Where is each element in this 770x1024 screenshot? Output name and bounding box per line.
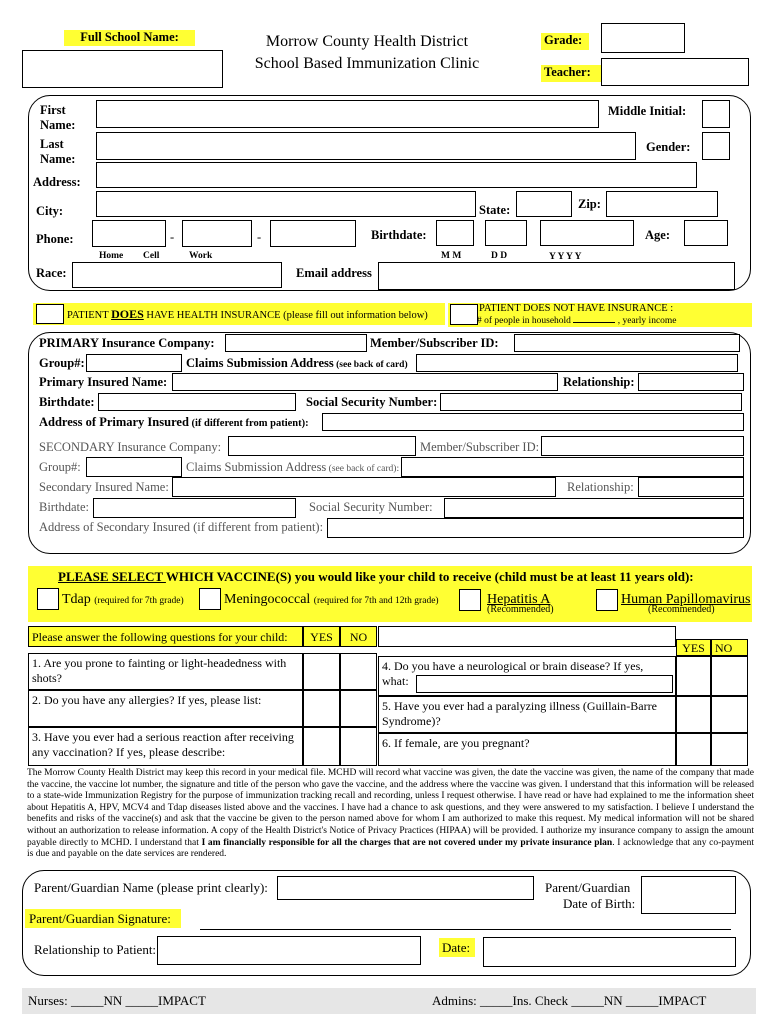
primary-insured-label: Primary Insured Name:	[39, 375, 168, 389]
address-label: Address:	[33, 175, 81, 189]
month-caption: M M	[441, 251, 462, 261]
primary-address-label: Address of Primary Insured (if different from patient):	[39, 415, 309, 429]
questions-right-spacer	[378, 626, 676, 647]
no-insurance-checkbox[interactable]	[450, 304, 478, 325]
secondary-birthdate-label: Birthdate:	[39, 500, 89, 514]
q4-no-cell[interactable]	[711, 656, 748, 696]
first-name-field[interactable]	[96, 100, 599, 128]
consent-paragraph: The Morrow County Health District may keep this record in your medical file. MCHD will record what vaccine was given, the date the vaccine was given, the name of the company that made the vaccine, the vaccine lot number, the signature and title of the person who gave the vaccine, and the address where the vaccine was given. I understand that this information will be released to a state-wide Immunization Registry for the purpose of immunization tracking recall and recording, unless I request otherwise. I have read or have had explained to me the information sheet about Hepatitis A, HPV, MCV4 and Tdap diseases listed above and the vaccines. I have had a chance to ask questions, and they were answered to my satisfaction. I believe I understand the benefits and risks of the vaccine(s) and ask that the vaccine be given to the person named above for whom I am authorized to make this request. My medical information will not be shared without an authorization to release information. A copy of the Health District's Notice of Privacy Practices (HIPAA) will be provided. I authorize my insurance company to assign the amount payable directly to MCHD. I understand that I am financially responsible for all the charges that are not covered under my private insurance plan. I acknowledge that any co-payment is due and payable on the date services are rendered.	[27, 768, 754, 860]
q4-what-field[interactable]	[416, 675, 673, 693]
meningococcal-checkbox[interactable]	[199, 588, 221, 610]
teacher-field[interactable]	[601, 58, 749, 86]
q2-yes-cell[interactable]	[303, 690, 340, 727]
primary-birthdate-label: Birthdate:	[39, 395, 95, 409]
ssn-field[interactable]	[440, 393, 742, 411]
question-1: 1. Are you prone to fainting or light-headedness with shots?	[28, 653, 303, 690]
secondary-address-label: Address of Secondary Insured (if different from patient):	[39, 520, 324, 534]
question-5: 5. Have you ever had a paralyzing illness (Guillain-Barre Syndrome)?	[378, 696, 676, 733]
email-field[interactable]	[378, 262, 735, 290]
vaccine-prompt: PLEASE SELECT WHICH VACCINE(S) you would like your child to receive (child must be at least 11 years old):	[58, 569, 694, 584]
hpv-label: Human Papillomavirus	[621, 592, 751, 607]
phone-cell-field[interactable]	[182, 220, 252, 247]
city-field[interactable]	[96, 191, 476, 217]
gender-field[interactable]	[702, 132, 730, 160]
year-caption: Y Y Y Y	[549, 252, 582, 262]
secondary-address-field[interactable]	[327, 518, 744, 538]
date-label: Date:	[439, 938, 475, 957]
no-header-left: NO	[340, 626, 377, 647]
question-2: 2. Do you have any allergies? If yes, please list:	[28, 690, 303, 727]
last-name-label: Last Name:	[40, 137, 76, 166]
claims-address-field[interactable]	[416, 354, 738, 372]
city-label: City:	[36, 204, 64, 218]
phone-dash-2: -	[257, 230, 262, 244]
phone-cell-caption: Cell	[143, 251, 160, 261]
has-insurance-checkbox[interactable]	[36, 304, 64, 324]
secondary-company-label: SECONDARY Insurance Company:	[39, 440, 222, 454]
phone-work-caption: Work	[189, 251, 213, 261]
form-title-line1: Morrow County Health District	[265, 33, 469, 50]
secondary-company-field[interactable]	[228, 436, 416, 456]
member-id-label: Member/Subscriber ID:	[370, 336, 499, 350]
date-field[interactable]	[483, 937, 736, 967]
meningococcal-label: Meningococcal (required for 7th and 12th grade)	[224, 592, 439, 607]
state-label: State:	[479, 203, 511, 217]
birth-year-field[interactable]	[540, 220, 634, 246]
first-name-label: First Name:	[40, 103, 76, 132]
q6-no-cell[interactable]	[711, 733, 748, 766]
ssn-label: Social Security Number:	[306, 395, 438, 409]
no-header-right: NO	[711, 639, 748, 656]
school-name-label: Full School Name:	[64, 30, 195, 46]
nurses-label: Nurses: _____NN _____IMPACT	[28, 993, 206, 1008]
guardian-name-label: Parent/Guardian Name (please print clearly):	[34, 880, 268, 895]
guardian-signature-label: Parent/Guardian Signature:	[25, 909, 181, 928]
hepatitis-a-checkbox[interactable]	[459, 589, 481, 611]
zip-field[interactable]	[606, 191, 718, 217]
primary-company-label: PRIMARY Insurance Company:	[39, 336, 215, 350]
has-insurance-label: PATIENT DOES HAVE HEALTH INSURANCE (please fill out information below)	[67, 307, 428, 321]
middle-initial-label: Middle Initial:	[608, 104, 687, 118]
member-id2-label: Member/Subscriber ID:	[420, 440, 540, 454]
question-6: 6. If female, are you pregnant?	[378, 733, 676, 766]
relationship2-field[interactable]	[638, 477, 744, 497]
form-title-line2: School Based Immunization Clinic	[254, 55, 480, 72]
birthdate-label: Birthdate:	[371, 228, 427, 242]
guardian-signature-line[interactable]	[200, 929, 731, 930]
q4-yes-cell[interactable]	[676, 656, 711, 696]
q5-yes-cell[interactable]	[676, 696, 711, 733]
email-label: Email address	[296, 266, 372, 280]
primary-address-field[interactable]	[322, 413, 744, 431]
phone-dash-1: -	[170, 230, 175, 244]
state-field[interactable]	[516, 191, 572, 217]
tdap-label: Tdap (required for 7th grade)	[62, 592, 184, 607]
race-label: Race:	[36, 266, 67, 280]
tdap-checkbox[interactable]	[37, 588, 59, 610]
q2-no-cell[interactable]	[340, 690, 377, 727]
yes-header-right: YES	[676, 639, 711, 656]
group-label: Group#:	[39, 356, 85, 370]
admins-label: Admins: _____Ins. Check _____NN _____IMPACT	[432, 993, 707, 1008]
question-3: 3. Have you ever had a serious reaction after receiving any vaccination? If yes, please describe:	[28, 727, 303, 766]
birth-day-field[interactable]	[485, 220, 527, 246]
grade-label: Grade:	[541, 33, 589, 50]
claims-address2-label: Claims Submission Address (see back of card):	[186, 460, 400, 474]
secondary-insured-field[interactable]	[172, 477, 556, 497]
member-id2-field[interactable]	[541, 436, 744, 456]
age-field[interactable]	[684, 220, 728, 246]
zip-label: Zip:	[578, 197, 601, 211]
questions-intro: Please answer the following questions for your child:	[28, 626, 303, 647]
guardian-dob-field[interactable]	[641, 876, 736, 914]
no-insurance-label: PATIENT DOES NOT HAVE INSURANCE :	[479, 303, 674, 314]
ssn2-label: Social Security Number:	[309, 500, 433, 514]
relationship-to-patient-label: Relationship to Patient:	[34, 942, 157, 957]
hpv-note: (Recommended)	[648, 604, 715, 615]
claims-address-label: Claims Submission Address (see back of card)	[186, 356, 408, 370]
guardian-dob-label-2: Date of Birth:	[563, 896, 636, 911]
hepatitis-a-label: Hepatitis A	[487, 592, 551, 607]
group-field[interactable]	[86, 354, 182, 372]
member-id-field[interactable]	[514, 334, 740, 352]
q1-yes-cell[interactable]	[303, 653, 340, 690]
race-field[interactable]	[72, 262, 282, 288]
primary-company-field[interactable]	[225, 334, 367, 352]
primary-insured-field[interactable]	[172, 373, 558, 391]
hpv-checkbox[interactable]	[596, 589, 618, 611]
relationship-field[interactable]	[638, 373, 744, 391]
hepatitis-a-note: (Recommended)	[487, 604, 554, 615]
q3-no-cell[interactable]	[340, 727, 377, 766]
ssn2-field[interactable]	[444, 498, 744, 518]
household-label: # of people in household , yearly income	[477, 316, 677, 326]
q3-yes-cell[interactable]	[303, 727, 340, 766]
q1-no-cell[interactable]	[340, 653, 377, 690]
gender-label: Gender:	[646, 140, 691, 154]
q6-yes-cell[interactable]	[676, 733, 711, 766]
primary-birthdate-field[interactable]	[98, 393, 296, 411]
birth-month-field[interactable]	[436, 220, 474, 246]
day-caption: D D	[491, 251, 508, 261]
phone-home-field[interactable]	[92, 220, 166, 247]
age-label: Age:	[645, 228, 670, 242]
school-name-field[interactable]	[22, 50, 223, 88]
last-name-field[interactable]	[96, 132, 636, 160]
group2-label: Group#:	[39, 460, 81, 474]
secondary-birthdate-field[interactable]	[93, 498, 296, 518]
relationship2-label: Relationship:	[567, 480, 634, 494]
phone-home-caption: Home	[99, 251, 124, 261]
question-4: 4. Do you have a neurological or brain disease? If yes, what:	[378, 656, 676, 696]
guardian-dob-label-1: Parent/Guardian	[545, 880, 631, 895]
address-field[interactable]	[96, 162, 697, 188]
grade-field[interactable]	[601, 23, 685, 53]
relationship-label: Relationship:	[563, 375, 635, 389]
yes-header-left: YES	[303, 626, 340, 647]
phone-label: Phone:	[36, 232, 74, 246]
secondary-insured-label: Secondary Insured Name:	[39, 480, 169, 494]
q5-no-cell[interactable]	[711, 696, 748, 733]
middle-initial-field[interactable]	[702, 100, 730, 128]
guardian-name-field[interactable]	[277, 876, 534, 900]
relationship-to-patient-field[interactable]	[157, 936, 421, 965]
phone-work-field[interactable]	[270, 220, 356, 247]
teacher-label: Teacher:	[541, 65, 601, 82]
group2-field[interactable]	[86, 457, 182, 477]
claims-address2-field[interactable]	[401, 457, 744, 477]
